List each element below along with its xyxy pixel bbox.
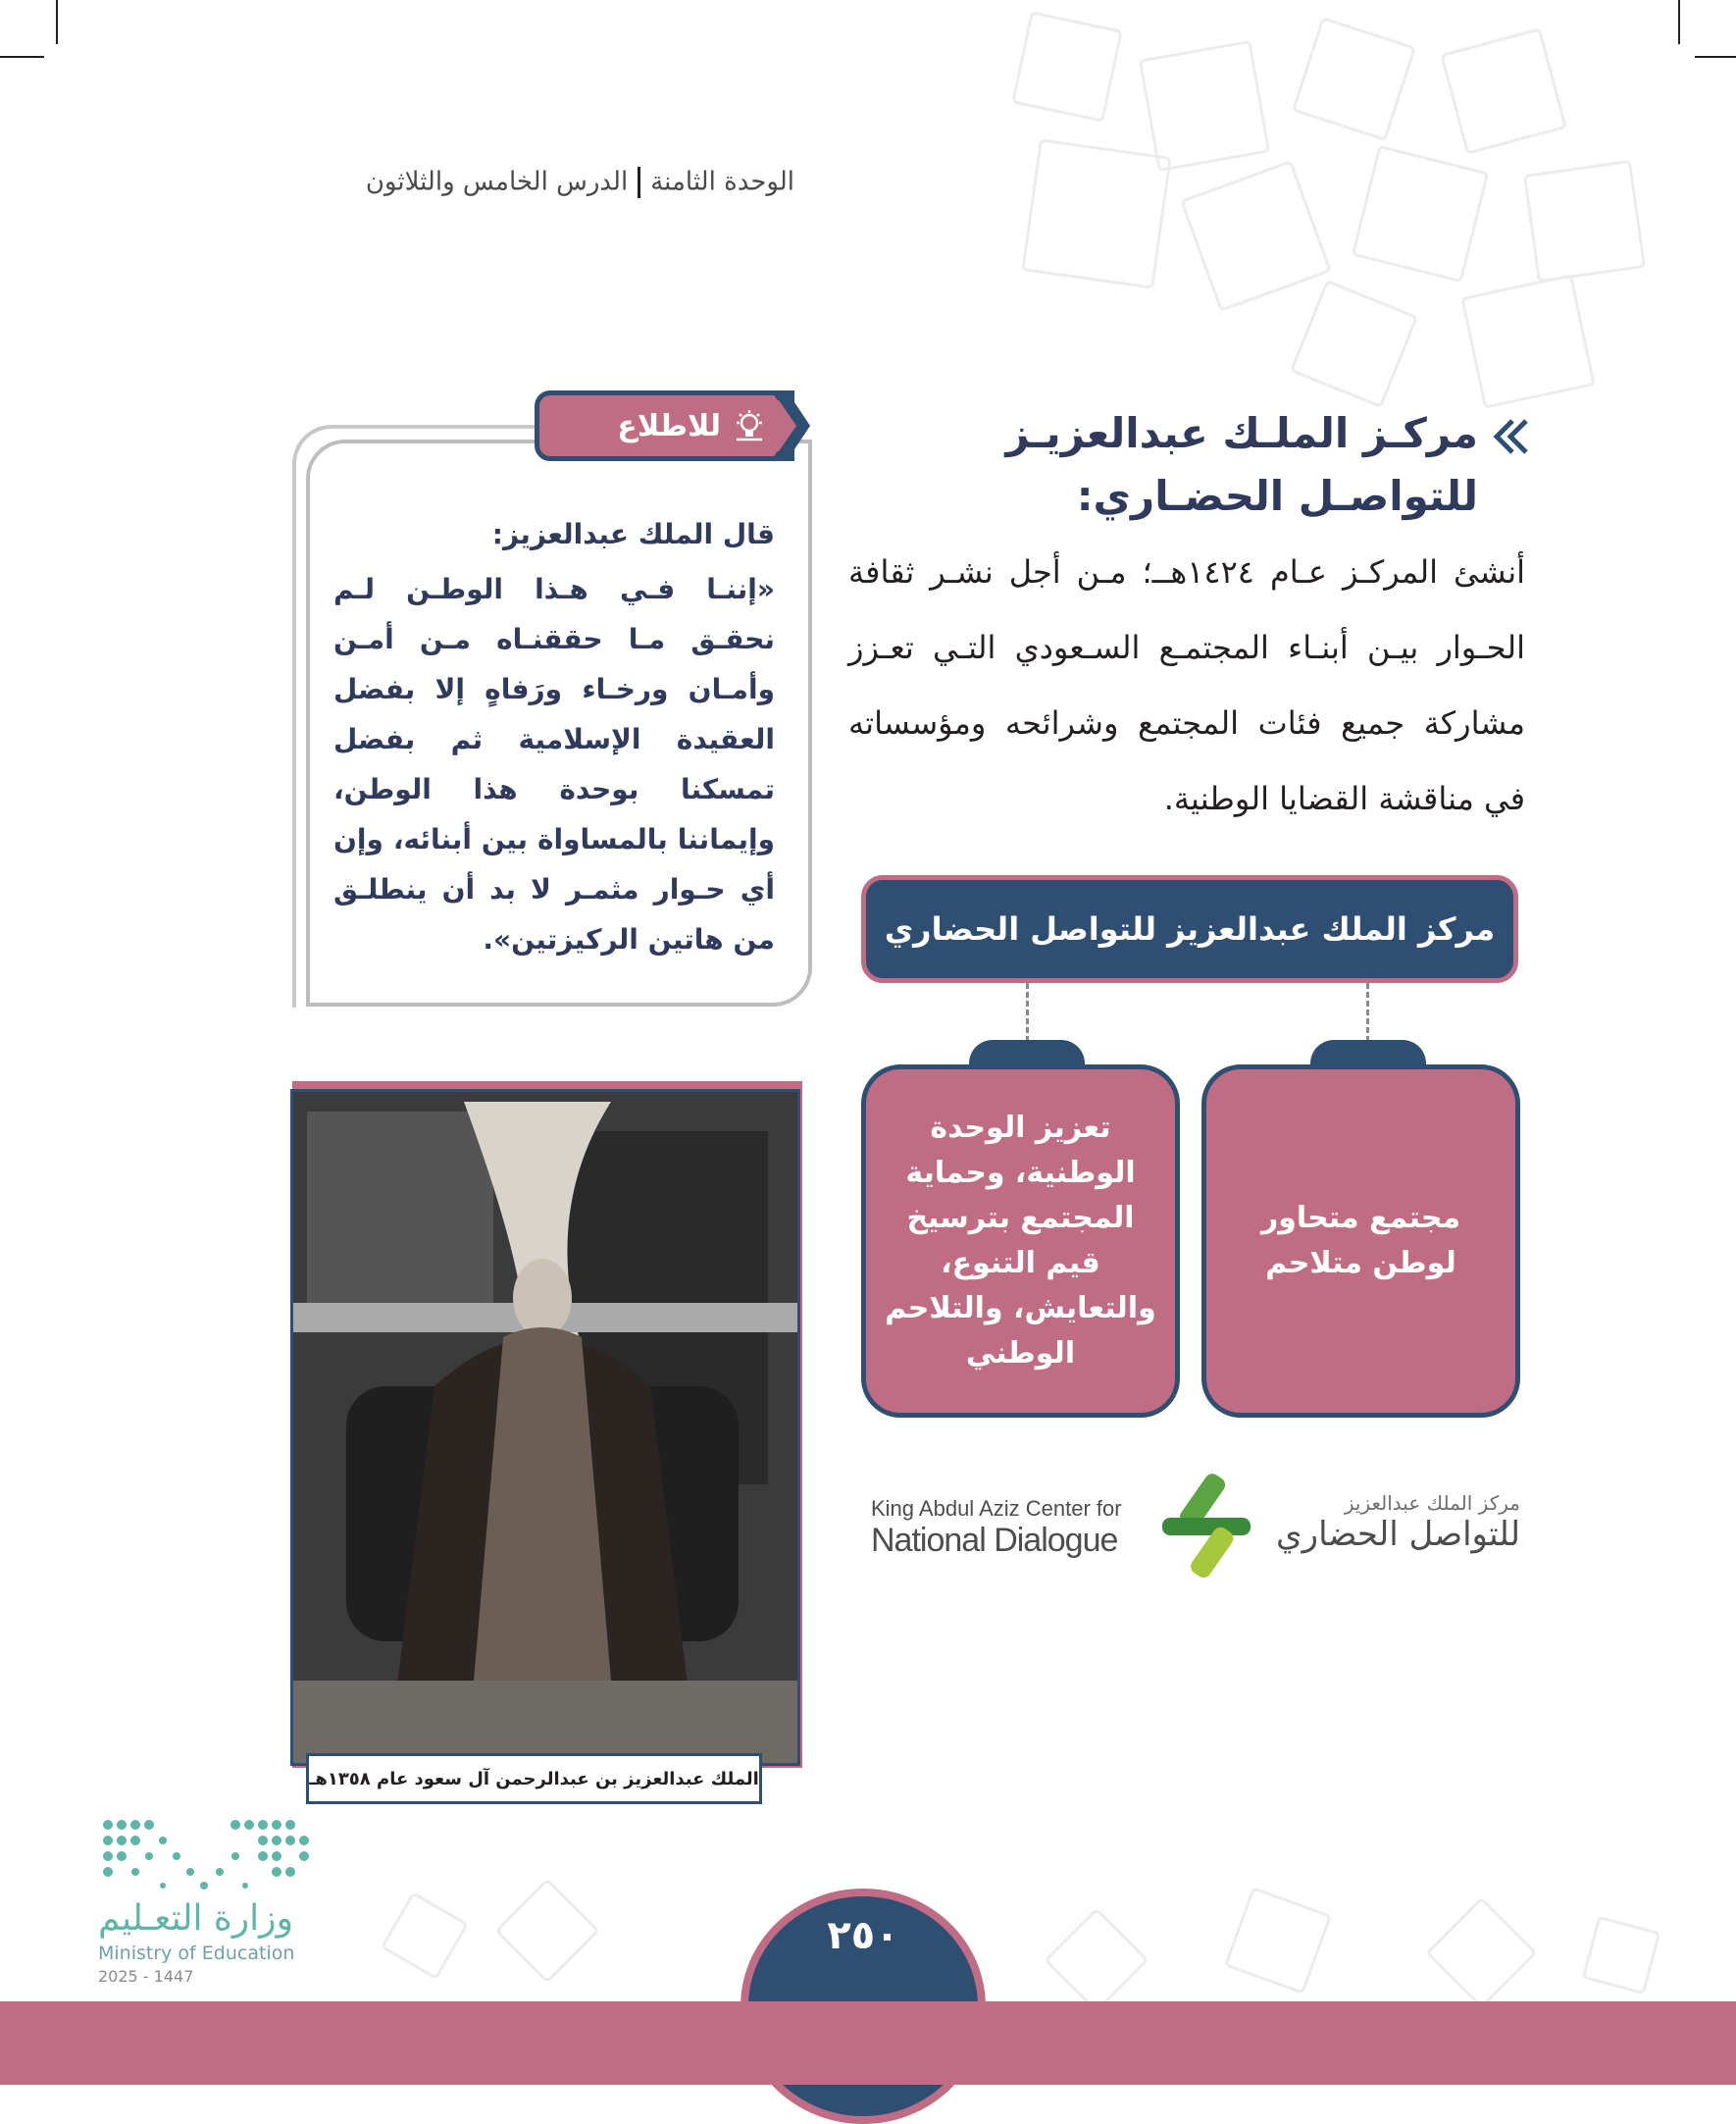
decorative-square (1425, 1896, 1538, 2009)
center-logo-arabic (1265, 1491, 1520, 1554)
ministry-name-arabic: وزارة التعـليم (98, 1898, 293, 1939)
center-logo-english (871, 1496, 1155, 1560)
dialogue-logo-icon (1152, 1467, 1260, 1584)
decorative-square (1290, 280, 1418, 408)
section-body: أنشئ المركـز عـام ١٤٢٤هــ؛ مـن أجل نشـر ثقافة الحـوار بيـن أبنـاء المجتمـع السـعودي التـي تعـزز مشاركة جميع فئات المجتمع وشرائحه ومؤسساته في مناقشة القضايا الوطنية. (848, 553, 1525, 817)
page-number: ٢٥٠ (827, 1913, 899, 1958)
header-separator (638, 167, 640, 198)
decorative-square (381, 1891, 469, 1980)
crop-mark (1695, 56, 1736, 58)
logo-ar-line2: للتواصل الحضاري (1276, 1515, 1520, 1554)
badge-arrows-icon (771, 390, 810, 461)
diagram-title: مركز الملك عبدالعزيز للتواصل الحضاري (861, 875, 1518, 983)
diagram-box-right: مجتمع متحاور لوطن متلاحم (1201, 1064, 1520, 1418)
king-abdulaziz-photo (290, 1089, 800, 1766)
decorative-square (1021, 138, 1172, 289)
decorative-square (1460, 274, 1596, 409)
photo-caption: الملك عبدالعزيز بن عبدالرحمن آل سعود عام ١٣٥٨هـ (306, 1753, 762, 1804)
decorative-square (1292, 17, 1416, 141)
running-header (275, 167, 794, 198)
decorative-square (494, 1878, 599, 1983)
ministry-name-english: Ministry of Education (98, 1943, 295, 1964)
decorative-square (1352, 145, 1490, 284)
decorative-square (1180, 160, 1332, 312)
connector-line (1026, 983, 1029, 1042)
info-badge (535, 390, 794, 461)
footer-bar-overlay (0, 2001, 1736, 2085)
decorative-square (1582, 1916, 1661, 1995)
photo-illustration (290, 1092, 797, 1766)
crop-mark (1678, 0, 1680, 44)
ministry-year: 2025 - 1447 (98, 1967, 194, 1986)
connector-line (1366, 983, 1369, 1042)
decorative-square (1523, 160, 1646, 283)
logo-en-line2: National Dialogue (871, 1522, 1118, 1559)
lesson-label: الدرس الخامس والثلاثون (365, 167, 629, 197)
diagram-box-left: تعزيز الوحدة الوطنية، وحماية المجتمع بترسيخ قيم التنوع، والتعايش، والتلاحم الوطني (861, 1064, 1180, 1418)
section-heading: مركـز الملـك عبدالعزيـز للتواصـل الحضـاري: (1005, 409, 1478, 520)
decorative-square (1224, 1887, 1332, 1994)
decorative-square (1044, 1907, 1149, 2012)
decorative-square (1011, 11, 1123, 123)
ministry-logo-dots-icon (98, 1815, 314, 1893)
unit-label: الوحدة الثامنة (650, 167, 794, 197)
quote-intro: قال الملك عبدالعزيز: (491, 518, 775, 550)
crop-mark (56, 0, 58, 44)
logo-en-line1: King Abdul Aziz Center for (871, 1496, 1122, 1521)
info-badge-label: للاطلاع (617, 408, 721, 443)
crop-mark (0, 56, 44, 58)
decorative-square (1440, 27, 1567, 155)
king-quote: «إننـا فـي هـذا الوطـن لـم نحقـق مـا حققنـاه مـن أمـن وأمـان ورخـاء ورَفاهٍ إلا بفضل العقيدة الإسلامية ثم بفضل تمسكنا بوحدة هذا الوطن، وإيماننا بالمساواة بين أبنائه، وإن أي حـوار مثمـر لا بد أن ينطلـق من هاتين الركيزتين». (333, 573, 775, 956)
logo-ar-line1: مركز الملك عبدالعزيز (1344, 1491, 1520, 1515)
decorative-square (1139, 40, 1270, 172)
lightbulb-icon (733, 409, 766, 442)
